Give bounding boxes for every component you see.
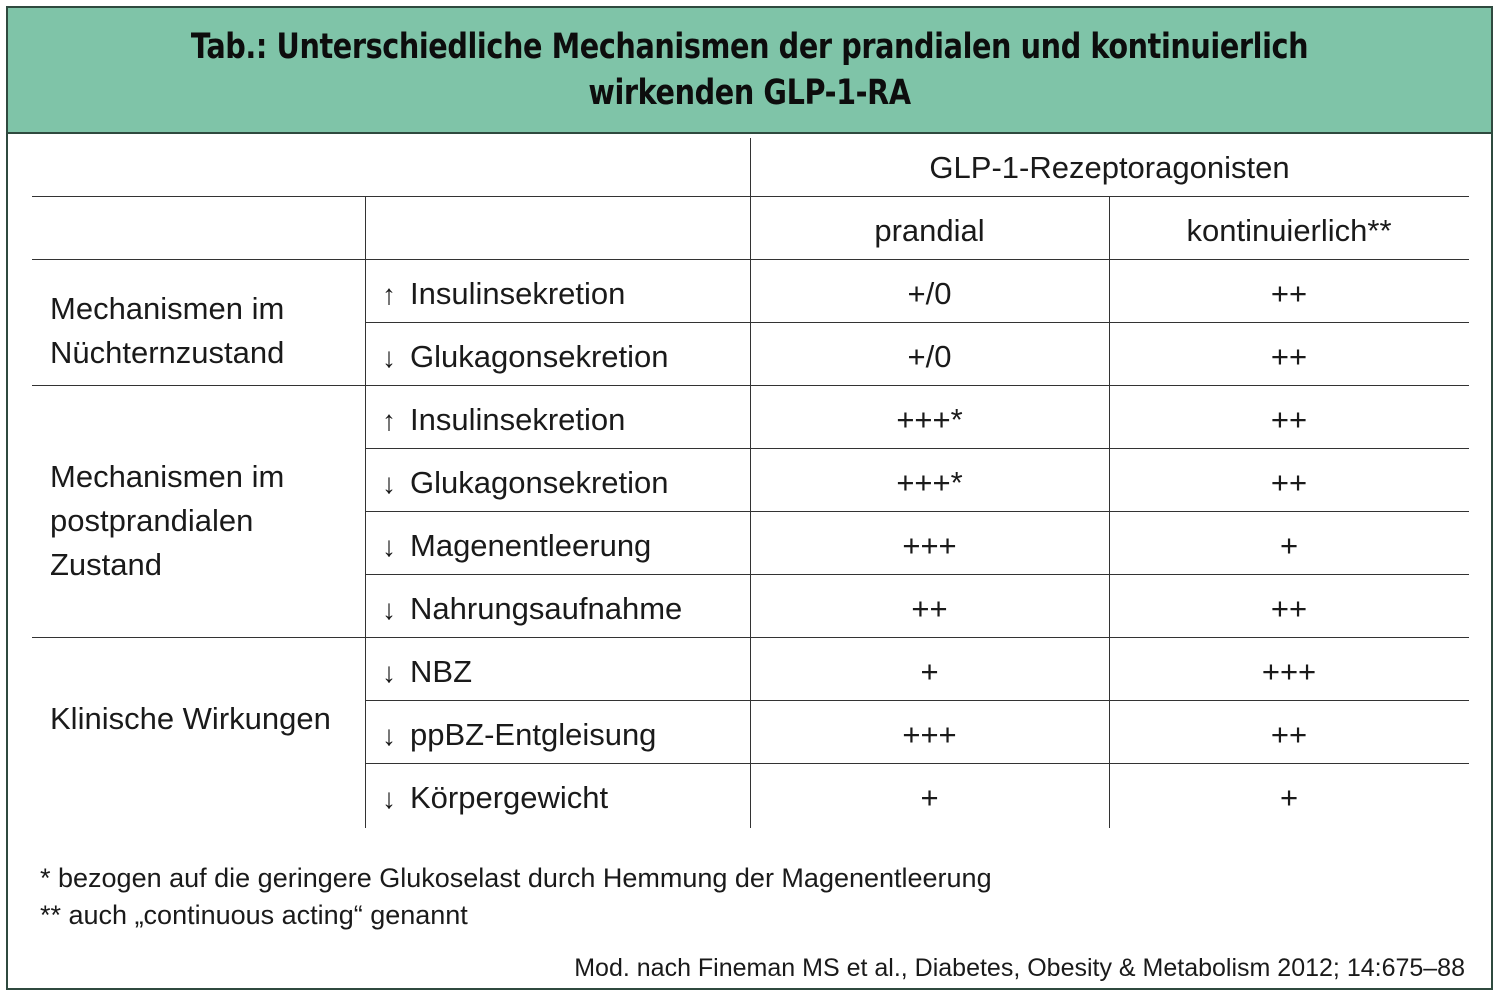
section-label-fasting: Mechanismen im Nüchternzustand xyxy=(50,291,285,370)
value-prandial: ++ xyxy=(911,591,948,626)
mechanism-label: Glukagonsekretion xyxy=(410,339,669,374)
rule xyxy=(365,322,1469,323)
title-bar xyxy=(8,8,1491,134)
value-prandial: +++ xyxy=(902,717,957,752)
mechanism-label: Körpergewicht xyxy=(410,780,609,815)
value-continuous: ++ xyxy=(1270,717,1308,752)
arrow-down-icon: ↓ xyxy=(382,531,396,562)
section-label-postprandial: Mechanismen im postprandialen Zustand xyxy=(50,459,285,582)
group-header: GLP-1-Rezeptoragonisten xyxy=(929,150,1290,185)
rule xyxy=(365,700,1469,701)
arrow-up-icon: ↑ xyxy=(382,279,396,310)
arrow-down-icon: ↓ xyxy=(382,783,396,814)
rule xyxy=(365,511,1469,512)
value-prandial: + xyxy=(920,780,939,815)
arrow-up-icon: ↑ xyxy=(382,405,396,436)
mechanism-label: Magenentleerung xyxy=(410,528,652,563)
mechanism-label: Insulinsekretion xyxy=(410,402,626,437)
footnote-double-asterisk: ** auch „continuous acting“ genannt xyxy=(40,900,468,930)
value-prandial: +/0 xyxy=(907,339,952,374)
value-prandial: + xyxy=(920,654,939,689)
rule xyxy=(365,574,1469,575)
mechanism-label: Insulinsekretion xyxy=(410,276,626,311)
mechanism-label: Nahrungsaufnahme xyxy=(410,591,683,626)
rule xyxy=(365,448,1469,449)
value-prandial: +++* xyxy=(896,465,963,500)
section-label-clinical: Klinische Wirkungen xyxy=(50,701,331,736)
column-header-continuous: kontinuierlich** xyxy=(1186,213,1392,248)
mechanism-label: Glukagonsekretion xyxy=(410,465,669,500)
arrow-down-icon: ↓ xyxy=(382,468,396,499)
arrow-down-icon: ↓ xyxy=(382,720,396,751)
value-prandial: +/0 xyxy=(907,276,952,311)
table-title: Tab.: Unterschiedliche Mechanismen der prandialen und kontinuierlich wirkenden GLP-1-RA xyxy=(190,27,1309,113)
value-continuous: ++ xyxy=(1270,339,1308,374)
mechanism-label: ppBZ-Entgleisung xyxy=(410,717,657,752)
value-continuous: + xyxy=(1279,528,1299,563)
table-frame xyxy=(6,6,1493,990)
rule xyxy=(365,196,366,828)
value-continuous: ++ xyxy=(1270,276,1308,311)
source-citation: Mod. nach Fineman MS et al., Diabetes, Obesity & Metabolism 2012; 14:675–88 xyxy=(574,954,1465,982)
value-prandial: +++ xyxy=(902,528,957,563)
value-continuous: ++ xyxy=(1270,591,1308,626)
arrow-down-icon: ↓ xyxy=(382,657,396,688)
value-prandial: +++* xyxy=(896,402,963,437)
footnote-asterisk: * bezogen auf die geringere Glukoselast durch Hemmung der Magenentleerung xyxy=(40,863,992,893)
arrow-down-icon: ↓ xyxy=(382,594,396,625)
value-continuous: ++ xyxy=(1270,402,1308,437)
mechanism-label: NBZ xyxy=(410,654,472,689)
value-continuous: ++ xyxy=(1270,465,1308,500)
value-continuous: + xyxy=(1279,780,1299,815)
value-continuous: +++ xyxy=(1261,654,1317,689)
rule xyxy=(365,763,1469,764)
arrow-down-icon: ↓ xyxy=(382,342,396,373)
column-header-prandial: prandial xyxy=(874,213,985,248)
